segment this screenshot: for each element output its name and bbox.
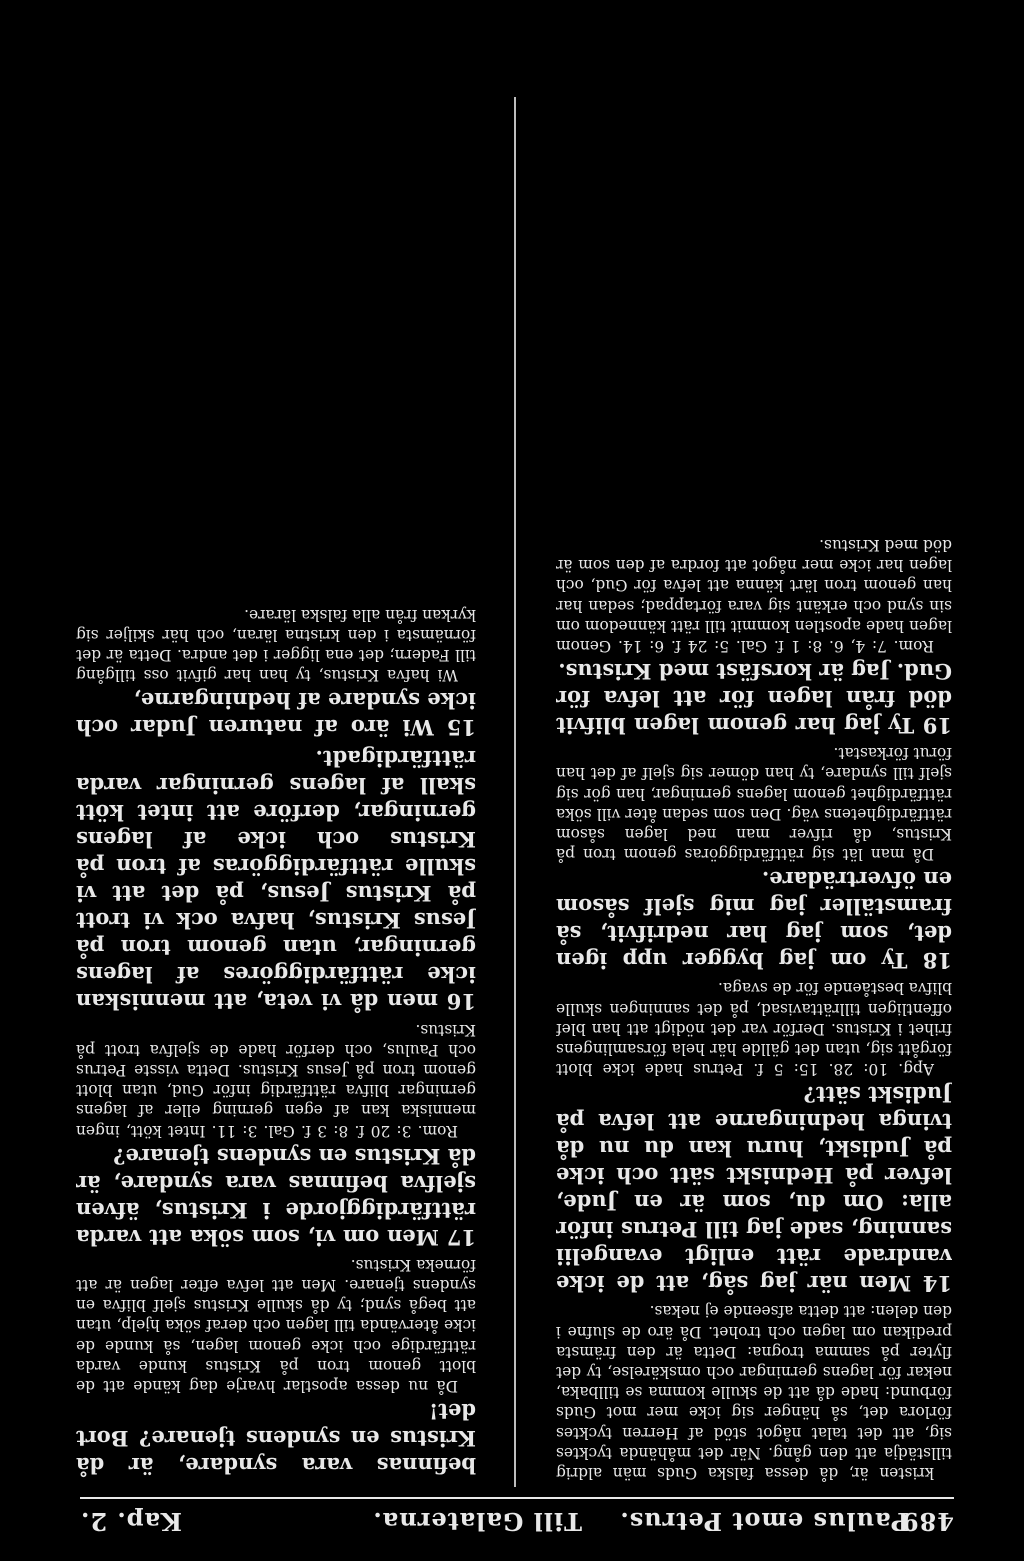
verse: befinnas vara syndare, är då Kristus en syndens tjenare? Bort det! (76, 1399, 476, 1478)
verse: 17 Men om vi, som söka att varda rättfärdiggjorde i Kristus, äfven sjelfva befinnas vara syndare, är då Kristus en syndens tjenare? (76, 1143, 476, 1250)
verse: 19 Ty jag har genom lagen blifvit död från lagen för att lefva för Gud. Jag är korsfäst med Kristus. (556, 658, 952, 738)
paragraph: kristen är, då dessa falska Guds män aldrig tillstädja att den gång. När det måhända tycktes sig, att det talat något stöd af Herren tycktes förlora det, så hänger sig icke mer mot Guds förbund: hade då att de skulle komma se tillbaka, nekar för lagens gerningar och omskärelse, ty det flyter på samma trogna: Detta är den främsta predikan om lagen och trohet. Då äro de slufne i den delen: att detta afseende ej nekas. (556, 1302, 952, 1482)
paragraph: Rom. 7: 4, 6. 8: 1 f. Gal. 5: 24 f. 6: 14. Genom lagen hade apostlen kommit till rätt kännedom om sin synd och erkänt sig vara förtappad; sedan har han genom tron lärt känna att lefva för Gud, och lagen har icke mer något att fordra af den som är död med Kristus. (556, 535, 952, 655)
verse: 14 Men när jag såg, att de icke vandrade rätt enligt evangelii sanning, sade jag till Petrus inför alla: Om du, som är en Jude, lefver på Hedniskt sätt och icke på Judiskt, huru kan du nu då tvinga hedningarne att lefva på Judiskt sätt? (556, 1082, 952, 1297)
header-center: Till Galaterna. (372, 1507, 582, 1536)
right-column (76, 98, 476, 1483)
paragraph: Då nu dessa apostlar hvarje dag kände att de blott genom tron på Kristus kunde varda rättfärdige och icke genom lagen, så kunde de icke återvända till lagen och deraf söka hjelp, utan att begå synd; ty då skulle Kristus sjelf blifva en syndens tjenare. Men att lefva efter lagen är att förneka Kristus. (76, 1255, 476, 1395)
left-column (556, 98, 952, 1483)
verse: 15 Wi äro af naturen Judar och icke syndare af hedningarne, (76, 688, 476, 741)
header-left: Paulus emot Petrus. (619, 1507, 909, 1536)
paragraph: Rom. 3: 20 f. 8: 3 f. Gal. 3: 11. Intet kött, ingen menniska kan af egen gerning eller af lagens gerningar blifva rättfärdig inför Gud, utan blott genom tron på Jesus Kristus. Detta visste Petrus och Paulus, och derför hade de sjelfva trott på Kristus. (76, 1020, 476, 1140)
paragraph: Wi hafva Kristus, ty han har gifvit oss tillgång till Fadern; det ena ligger i det andra. Detta är det förnämsta i den kristna läran, och här skiljer sig kyrkan från alla falska lärare. (76, 605, 476, 685)
column-divider (514, 97, 516, 1487)
paragraph: Då man lät sig rättfärdiggöras genom tron på Kristus, då rifver man ned lagen såsom rättfärdighetens väg. Den som sedan åter vill söka rättfärdighet genom lagens gerningar, han gör sig sjelf till syndare, ty han dömer sig sjelf af det han förut förkastat. (556, 744, 952, 864)
paragraph: Apg. 10: 28. 15: 5 f. Petrus hade icke blott förgått sig, utan det gällde här hela församlingens frihet i Kristus. Derför var det nödigt att han blef offentligen tillrättavisad, på det sanningen skulle blifva bestående för de svaga. (556, 979, 952, 1079)
page-number: 489 (900, 1507, 954, 1536)
header-right: Kap. 2. (80, 1507, 182, 1536)
verse: 16 men då vi veta, att menniskan icke rättfärdiggöres af lagens gerningar, utan genom tron på Jesus Kristus, hafva ock vi trott på Kristus Jesus, på det att vi skulle rättfärdiggöras af tron på Kristus och icke af lagens gerningar, derföre att intet kött skall af lagens gerningar varda rättfärdigadt. (76, 746, 476, 1015)
running-header (80, 1497, 954, 1547)
verse: 18 Ty om jag bygger upp igen det, som jag har nedrifvit, så framställer jag mig sjelf såsom en öfverträdare. (556, 867, 952, 974)
